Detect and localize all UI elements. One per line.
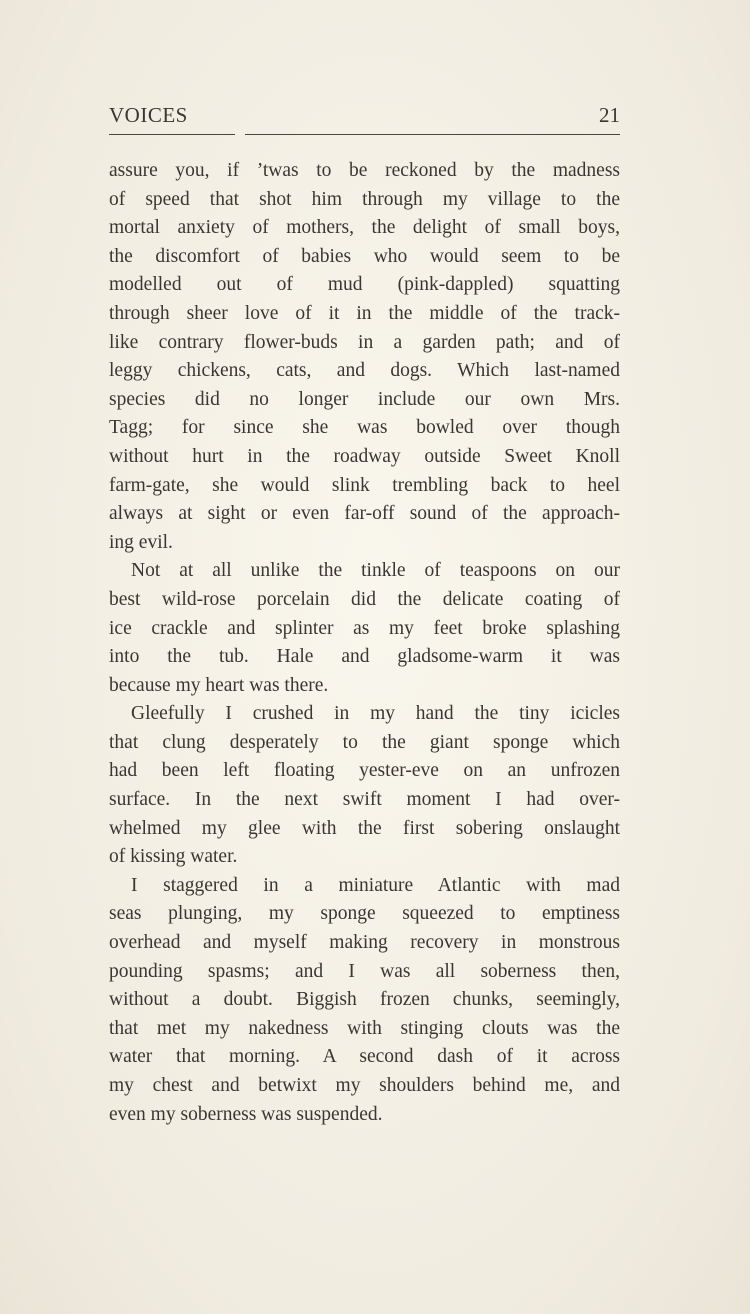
text-line: ice crackle and splinter as my feet broke splashing — [109, 617, 620, 639]
text-line: whelmed my glee with the first sobering onslaught — [109, 817, 620, 839]
text-line: Tagg; for since she was bowled over though — [109, 417, 620, 439]
text-line: Gleefully I crushed in my hand the tiny icicles — [131, 703, 620, 725]
text-line: through sheer love of it in the middle of the track- — [109, 302, 620, 324]
text-line: my chest and betwixt my shoulders behind me, and — [109, 1075, 620, 1096]
page-number: 21 — [599, 103, 620, 127]
text-line: the discomfort of babies who would seem to be — [109, 245, 620, 267]
paragraph — [109, 700, 620, 872]
running-head — [109, 100, 620, 130]
text-line: that met my nakedness with stinging clouts was the — [109, 1017, 620, 1039]
text-line: surface. In the next swift moment I had over- — [109, 789, 620, 811]
text-line: species did no longer include our own Mrs. — [109, 388, 620, 410]
text-line: Not at all unlike the tinkle of teaspoons on our — [131, 560, 620, 582]
text-line: because my heart was there. — [109, 674, 329, 696]
text-line: modelled out of mud (pink-dappled) squatting — [109, 274, 620, 296]
text-line: overhead and myself making recovery in monstrous — [109, 932, 620, 954]
text-line: mortal anxiety of mothers, the delight of small boys, — [109, 217, 620, 239]
text-line: that clung desperately to the giant sponge which — [109, 731, 620, 753]
text-line: of kissing water. — [109, 846, 238, 868]
text-line: pounding spasms; and I was all soberness then, — [109, 960, 620, 982]
paragraph — [109, 557, 620, 700]
text-line: I staggered in a miniature Atlantic with mad — [131, 874, 620, 896]
text-line: best wild-rose porcelain did the delicate coating of — [109, 588, 620, 610]
text-line: ing evil. — [109, 531, 173, 553]
header-rule-break — [235, 132, 245, 137]
text-line: assure you, if ’twas to be reckoned by the madness — [109, 160, 620, 181]
text-line: like contrary flower-buds in a garden path; and of — [109, 331, 620, 353]
paragraph — [109, 872, 620, 1129]
body-text — [109, 157, 620, 1129]
text-line: seas plunging, my sponge squeezed to emptiness — [109, 903, 620, 925]
text-line: without a doubt. Biggish frozen chunks, seemingly, — [109, 989, 620, 1011]
text-line: leggy chickens, cats, and dogs. Which last-named — [109, 360, 620, 382]
text-line: always at sight or even far-off sound of the approach- — [109, 503, 620, 525]
header-rule — [109, 134, 620, 135]
running-title: VOICES — [109, 103, 188, 127]
text-line: even my soberness was suspended. — [109, 1103, 383, 1125]
text-line: into the tub. Hale and gladsome-warm it was — [109, 646, 620, 668]
paragraph — [109, 157, 620, 557]
text-line: water that morning. A second dash of it across — [109, 1046, 620, 1068]
text-line: of speed that shot him through my village to the — [109, 188, 620, 210]
text-line: without hurt in the roadway outside Sweet Knoll — [109, 445, 620, 467]
text-line: had been left floating yester-eve on an unfrozen — [109, 760, 620, 782]
text-line: farm-gate, she would slink trembling back to heel — [109, 474, 620, 496]
